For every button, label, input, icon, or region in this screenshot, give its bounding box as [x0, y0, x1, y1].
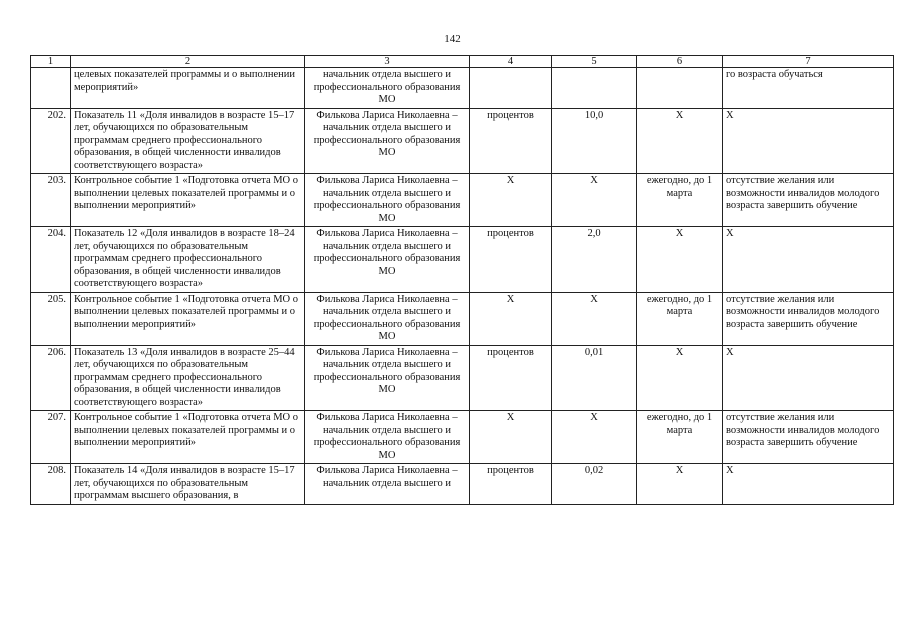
- table-row: [31, 464, 894, 505]
- row-value: Х: [552, 174, 637, 227]
- row-responsible: Филькова Лариса Николаевна – начальник отдела высшего и профессионального образования МО: [305, 411, 470, 464]
- row-number: 203.: [31, 174, 71, 227]
- row-deadline: Х: [637, 227, 723, 293]
- row-note: отсутствие желания или возможности инвалидов молодого возраста завершить обучение: [723, 292, 894, 345]
- row-responsible: Филькова Лариса Николаевна – начальник отдела высшего и профессионального образования МО: [305, 292, 470, 345]
- row-number: 206.: [31, 345, 71, 411]
- row-value: Х: [552, 292, 637, 345]
- plan-table: [30, 55, 894, 505]
- row-value: 10,0: [552, 108, 637, 174]
- row-note: отсутствие желания или возможности инвалидов молодого возраста завершить обучение: [723, 174, 894, 227]
- row-deadline: Х: [637, 464, 723, 505]
- row-responsible: начальник отдела высшего и профессионального образования МО: [305, 68, 470, 109]
- row-deadline: [637, 68, 723, 109]
- table-row: [31, 174, 894, 227]
- row-unit: процентов: [470, 464, 552, 505]
- row-number: 202.: [31, 108, 71, 174]
- row-deadline: ежегодно, до 1 марта: [637, 411, 723, 464]
- table-row: [31, 411, 894, 464]
- row-description: Показатель 11 «Доля инвалидов в возрасте 15–17 лет, обучающихся по образовательным программам среднего профессионального образования, в общей численности инвалидов соответствующего возраста»: [71, 108, 305, 174]
- row-deadline: ежегодно, до 1 марта: [637, 174, 723, 227]
- row-description: Показатель 14 «Доля инвалидов в возрасте 15–17 лет, обучающихся по образовательным программам высшего образования, в: [71, 464, 305, 505]
- row-value: 0,02: [552, 464, 637, 505]
- row-description: Контрольное событие 1 «Подготовка отчета МО о выполнении целевых показателей программы и о выполнении мероприятий»: [71, 292, 305, 345]
- column-header: 1: [31, 56, 71, 68]
- header-row: [31, 56, 894, 68]
- row-description: Показатель 13 «Доля инвалидов в возрасте 25–44 лет, обучающихся по образовательным программам среднего профессионального образования, в общей численности инвалидов соответствующего возраста»: [71, 345, 305, 411]
- row-unit: Х: [470, 292, 552, 345]
- row-note: Х: [723, 108, 894, 174]
- row-responsible: Филькова Лариса Николаевна – начальник отдела высшего и профессионального образования МО: [305, 345, 470, 411]
- row-note: Х: [723, 464, 894, 505]
- table-row: [31, 345, 894, 411]
- table-row: [31, 108, 894, 174]
- row-description: Контрольное событие 1 «Подготовка отчета МО о выполнении целевых показателей программы и о выполнении мероприятий»: [71, 174, 305, 227]
- row-number: 208.: [31, 464, 71, 505]
- row-value: 2,0: [552, 227, 637, 293]
- row-note: отсутствие желания или возможности инвалидов молодого возраста завершить обучение: [723, 411, 894, 464]
- row-deadline: Х: [637, 108, 723, 174]
- row-note: Х: [723, 345, 894, 411]
- row-description: Контрольное событие 1 «Подготовка отчета МО о выполнении целевых показателей программы и о выполнении мероприятий»: [71, 411, 305, 464]
- row-responsible: Филькова Лариса Николаевна – начальник отдела высшего и: [305, 464, 470, 505]
- row-unit: [470, 68, 552, 109]
- row-note: Х: [723, 227, 894, 293]
- column-header: 5: [552, 56, 637, 68]
- column-header: 7: [723, 56, 894, 68]
- column-header: 4: [470, 56, 552, 68]
- row-note: го возраста обучаться: [723, 68, 894, 109]
- row-responsible: Филькова Лариса Николаевна – начальник отдела высшего и профессионального образования МО: [305, 108, 470, 174]
- row-responsible: Филькова Лариса Николаевна – начальник отдела высшего и профессионального образования МО: [305, 227, 470, 293]
- row-deadline: ежегодно, до 1 марта: [637, 292, 723, 345]
- row-description: целевых показателей программы и о выполнении мероприятий»: [71, 68, 305, 109]
- column-header: 2: [71, 56, 305, 68]
- row-description: Показатель 12 «Доля инвалидов в возрасте 18–24 лет, обучающихся по образовательным программам среднего профессионального образования, в общей численности инвалидов соответствующего возраста»: [71, 227, 305, 293]
- row-unit: Х: [470, 174, 552, 227]
- row-number: 205.: [31, 292, 71, 345]
- row-value: 0,01: [552, 345, 637, 411]
- row-unit: процентов: [470, 227, 552, 293]
- table-row: [31, 68, 894, 109]
- column-header: 3: [305, 56, 470, 68]
- row-value: [552, 68, 637, 109]
- row-unit: Х: [470, 411, 552, 464]
- row-number: 207.: [31, 411, 71, 464]
- page-number: 142: [444, 33, 461, 45]
- row-number: [31, 68, 71, 109]
- row-unit: процентов: [470, 108, 552, 174]
- column-header: 6: [637, 56, 723, 68]
- row-number: 204.: [31, 227, 71, 293]
- row-responsible: Филькова Лариса Николаевна – начальник отдела высшего и профессионального образования МО: [305, 174, 470, 227]
- table-row: [31, 292, 894, 345]
- row-deadline: Х: [637, 345, 723, 411]
- row-unit: процентов: [470, 345, 552, 411]
- table-row: [31, 227, 894, 293]
- row-value: Х: [552, 411, 637, 464]
